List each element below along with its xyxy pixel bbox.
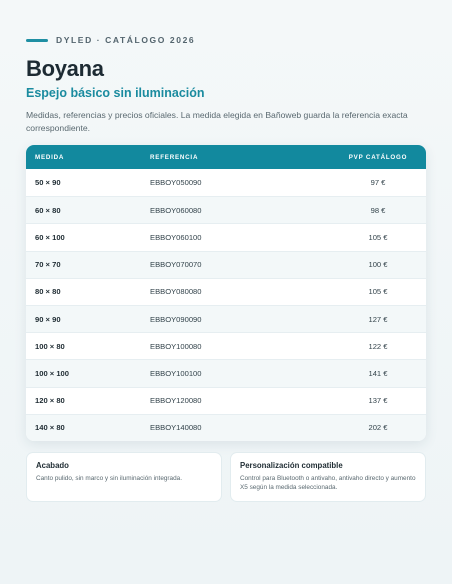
table-row: [26, 223, 426, 250]
cell-referencia: EBBOY080080: [150, 287, 202, 297]
cell-pvp: 141 €: [368, 368, 388, 378]
table-row: [26, 387, 426, 414]
table-row: [26, 251, 426, 278]
table-row: [26, 278, 426, 305]
table-row: [26, 305, 426, 332]
cell-medida: 70 × 70: [35, 260, 61, 270]
cell-referencia: EBBOY070070: [150, 260, 202, 270]
card-personalizacion: [230, 452, 426, 502]
card-acabado: [26, 452, 222, 502]
column-header-pvp: PVP CATÁLOGO: [348, 153, 408, 161]
cell-referencia: EBBOY100100: [150, 368, 202, 378]
cell-referencia: EBBOY090090: [150, 314, 202, 324]
cell-referencia: EBBOY060100: [150, 232, 202, 242]
cell-pvp: 100 €: [368, 260, 388, 270]
cell-medida: 120 × 80: [35, 396, 65, 406]
cell-medida: 90 × 90: [35, 314, 61, 324]
table-row: [26, 169, 426, 196]
cell-medida: 60 × 100: [35, 232, 65, 242]
table-header: [26, 145, 426, 169]
table-row: [26, 332, 426, 359]
cell-pvp: 97 €: [370, 178, 386, 188]
cell-referencia: EBBOY050090: [150, 178, 202, 188]
card-title: Personalización compatible: [240, 460, 343, 470]
info-cards: [26, 452, 426, 502]
column-header-medida: MEDIDA: [35, 153, 65, 161]
cell-pvp: 105 €: [368, 287, 388, 297]
intro-text: Medidas, referencias y precios oficiales. La medida elegida en Bañoweb guarda la referencia exacta correspondiente.: [26, 110, 408, 133]
accent-bar: [26, 39, 48, 42]
cell-referencia: EBBOY100080: [150, 341, 202, 351]
cell-medida: 140 × 80: [35, 423, 65, 433]
cell-pvp: 105 €: [368, 232, 388, 242]
cell-pvp: 137 €: [368, 396, 388, 406]
cell-pvp: 98 €: [370, 205, 386, 215]
cell-medida: 80 × 80: [35, 287, 61, 297]
table-row: [26, 196, 426, 223]
cell-pvp: 122 €: [368, 341, 388, 351]
cell-referencia: EBBOY060080: [150, 205, 202, 215]
column-header-referencia: REFERENCIA: [150, 153, 199, 161]
card-text: Canto pulido, sin marco y sin iluminación integrada.: [36, 474, 182, 482]
eyebrow: [26, 34, 426, 46]
eyebrow-label: DYLED · CATÁLOGO 2026: [56, 35, 196, 45]
table-row: [26, 414, 426, 441]
cell-pvp: 202 €: [368, 423, 388, 433]
page-title: Boyana: [26, 56, 104, 81]
cell-medida: 50 × 90: [35, 178, 61, 188]
table-body: [26, 169, 426, 441]
cell-medida: 100 × 100: [35, 368, 69, 378]
table-row: [26, 359, 426, 386]
cell-pvp: 127 €: [368, 314, 388, 324]
cell-medida: 100 × 80: [35, 341, 65, 351]
cell-medida: 60 × 80: [35, 205, 61, 215]
price-table: [26, 145, 426, 441]
card-text: Control para Bluetooth o antivaho, antivaho directo y aumento X5 según la medida seleccionada.: [240, 474, 416, 492]
card-title: Acabado: [36, 460, 69, 470]
cell-referencia: EBBOY120080: [150, 396, 202, 406]
cell-referencia: EBBOY140080: [150, 423, 202, 433]
page-subtitle: Espejo básico sin iluminación: [26, 86, 205, 100]
